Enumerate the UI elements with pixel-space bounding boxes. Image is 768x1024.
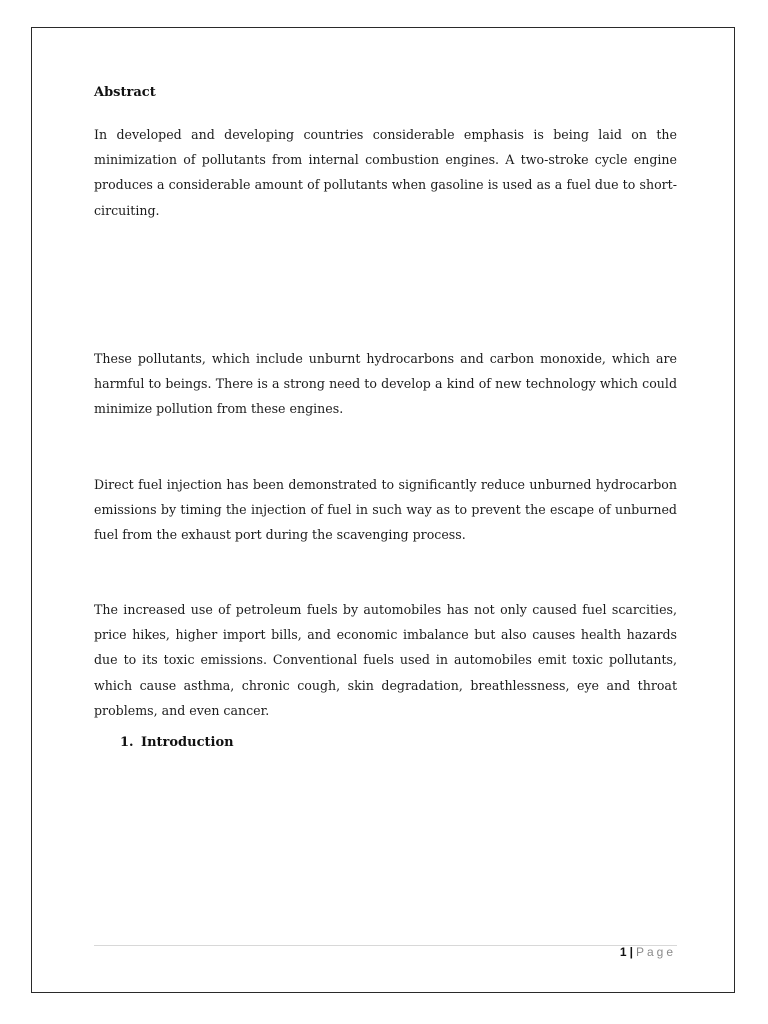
- section-title: Introduction: [141, 735, 234, 750]
- section-heading-introduction: [120, 735, 234, 750]
- paragraph-1: In developed and developing countries considerable emphasis is being laid on the minimization of pollutants from internal combustion engines. A two-stroke cycle engine produces a considerable amount of pollutants when gasoline is used as a fuel due to short-circuiting.: [94, 127, 677, 218]
- document-page: [31, 27, 735, 993]
- page-number: 1: [619, 945, 627, 959]
- paragraph-3: Direct fuel injection has been demonstrated to significantly reduce unburned hydrocarbon emissions by timing the injection of fuel in such way as to prevent the escape of unburned fuel from the exhaust port during the scavenging process.: [94, 477, 677, 543]
- footer-divider: [94, 945, 677, 946]
- page-footer: [620, 945, 676, 959]
- abstract-heading: Abstract: [94, 85, 156, 100]
- footer-separator: |: [629, 945, 633, 959]
- section-number: 1.: [120, 735, 134, 750]
- paragraph-4: The increased use of petroleum fuels by automobiles has not only caused fuel scarcities, price hikes, higher import bills, and economic imbalance but also causes health hazards due to its toxic emissions. Conventional fuels used in automobiles emit toxic pollutants, which cause asthma, chronic cough, skin degradation, breathlessness, eye and throat problems, and even cancer.: [94, 602, 677, 718]
- paragraph-2: These pollutants, which include unburnt hydrocarbons and carbon monoxide, which are harmful to beings. There is a strong need to develop a kind of new technology which could minimize pollution from these engines.: [94, 351, 677, 417]
- page-label: Page: [635, 945, 676, 959]
